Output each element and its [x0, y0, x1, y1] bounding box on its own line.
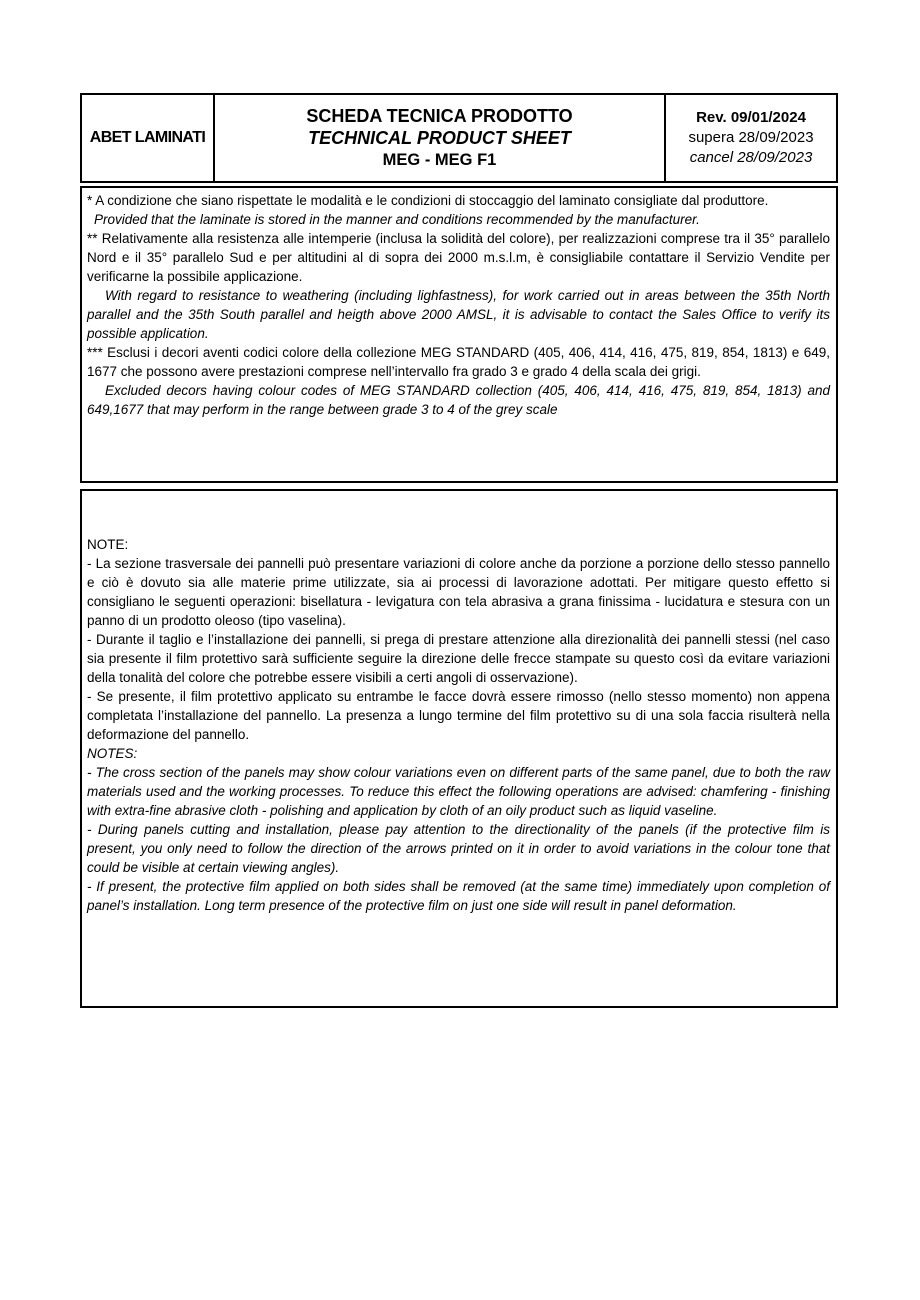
footnote-star3-it: *** Esclusi i decori aventi codici colore della collezione MEG STANDARD (405, 406, 414, 416, 475, 819, 854, 1813) e 649, 1677 che possono avere prestazioni comprese nell’intervallo fra grado 3 e grado 4 della scala dei grigi. — [87, 345, 830, 379]
revision-block — [666, 95, 836, 181]
header-table — [80, 93, 838, 183]
note-it-2: - Durante il taglio e l’installazione dei pannelli, si prega di prestare attenzione alla direzionalità dei pannelli stessi (nel caso sia presente il film protettivo sarà sufficiente seguire la direzione delle frecce stampate su questo così da evitare variazioni della tonalità del colore che potrebbe essere visibili a certi angoli di osservazione). — [87, 632, 830, 685]
note-it-3: - Se presente, il film protettivo applicato su entrambe le facce dovrà essere rimosso (nello stesso momento) non appena completata l’installazione del pannello. La presenza a lungo termine del film protettivo su di una sola faccia risulterà nella deformazione del pannello. — [87, 689, 830, 742]
company-logo-text: ABET LAMINATI — [89, 129, 206, 146]
supersedes-date: supera 28/09/2023 — [688, 129, 814, 146]
notes-heading-it: NOTE: — [87, 537, 129, 552]
document-title-en: TECHNICAL PRODUCT SHEET — [308, 128, 571, 148]
cancel-date: cancel 28/09/2023 — [689, 149, 813, 166]
note-en-3: - If present, the protective film applied on both sides shall be removed (at the same time) immediately upon completion of panel’s installation. Long term presence of the protective film on just one side will result in panel deformation. — [87, 879, 830, 913]
notes-heading-en: NOTES: — [87, 746, 138, 761]
footnote-star2-en: With regard to resistance to weathering (including lighfastness), for work carried out in areas between the 35th North parallel and the 35th South parallel and heigth above 2000 AMSL, it is advisable to contact the Sales Office to verify its possible application. — [87, 288, 830, 341]
footnote-star3-en: Excluded decors having colour codes of MEG STANDARD collection (405, 406, 414, 416, 475, 819, 854, 1813) and 649,1677 that may perform in the range between grade 3 to 4 of the grey scale — [87, 383, 830, 417]
note-it-1: - La sezione trasversale dei pannelli può presentare variazioni di colore anche da porzione a porzione dello stesso pannello e ciò è dovuto sia alle materie prime utilizzate, sia ai processi di lavorazione adottati. Per mitigare questo effetto si consigliano le seguenti operazioni: bisellatura - levigatura con tela abrasiva a grana finissima - lucidatura e stesura con un panno di un prodotto oleoso (tipo vaselina). — [87, 556, 830, 628]
document-title-block — [215, 95, 666, 181]
footnote-star1-en: Provided that the laminate is stored in the manner and conditions recommended by the manufacturer. — [94, 212, 700, 227]
footnote-star1-it: * A condizione che siano rispettate le modalità e le condizioni di stoccaggio del laminato consigliate dal produttore. — [87, 193, 769, 208]
note-en-1: - The cross section of the panels may show colour variations even on different parts of the same panel, due to both the raw materials used and the working processes. To reduce this effect the following operations are advised: chamfering - finishing with extra-fine abrasive cloth - polishing and application by cloth of an oily product such as liquid vaseline. — [87, 765, 830, 818]
revision-date: Rev. 09/01/2024 — [696, 109, 806, 126]
footnotes-section — [80, 186, 838, 483]
product-name: MEG - MEG F1 — [382, 151, 497, 169]
document-title-it: SCHEDA TECNICA PRODOTTO — [306, 106, 573, 126]
note-en-2: - During panels cutting and installation, please pay attention to the directionality of the panels (if the protective film is present, you only need to follow the direction of the arrows printed on it in order to avoid variations in the colour tone that could be visible at certain viewing angles). — [87, 822, 830, 875]
company-logo — [82, 95, 215, 181]
footnote-star2-it: ** Relativamente alla resistenza alle intemperie (inclusa la solidità del colore), per realizzazioni comprese tra il 35° parallelo Nord e il 35° parallelo Sud e per altitudini al di sopra dei 2000 m.s.l.m, è consigliabile contattare il Servizio Vendite per verificarne la possibile applicazione. — [87, 231, 830, 284]
notes-section — [80, 489, 838, 1008]
